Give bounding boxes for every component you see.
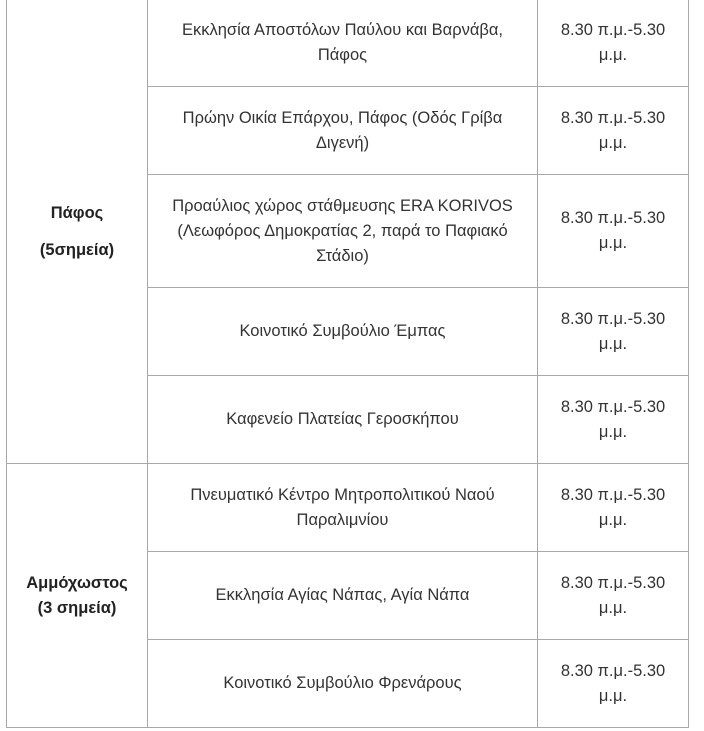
hours-cell: 8.30 π.μ.-5.30 μ.μ. (538, 376, 689, 464)
region-cell (7, 0, 148, 464)
hours-cell: 8.30 π.μ.-5.30 μ.μ. (538, 552, 689, 640)
hours-cell: 8.30 π.μ.-5.30 μ.μ. (538, 87, 689, 175)
place-cell: Πρώην Οικία Επάρχου, Πάφος (Οδός Γρίβα Διγενή) (148, 87, 538, 175)
region-name: Πάφος (50, 203, 104, 222)
region-count: (3 σημεία) (37, 598, 117, 617)
place-cell: Κοινοτικό Συμβούλιο Έμπας (148, 288, 538, 376)
place-cell: Προαύλιος χώρος στάθμευσης ERA KORIVOS (Λεωφόρος Δημοκρατίας 2, παρά το Παφιακό Στάδιο) (148, 175, 538, 288)
place-cell: Κοινοτικό Συμβούλιο Φρενάρους (148, 640, 538, 728)
table-row (7, 464, 689, 552)
place-cell: Εκκλησία Αγίας Νάπας, Αγία Νάπα (148, 552, 538, 640)
region-name: Αμμόχωστος (26, 573, 128, 592)
place-cell: Πνευματικό Κέντρο Μητροπολιτικού Ναού Παραλιμνίου (148, 464, 538, 552)
place-cell: Καφενείο Πλατείας Γεροσκήπου (148, 376, 538, 464)
hours-cell: 8.30 π.μ.-5.30 μ.μ. (538, 175, 689, 288)
region-cell (7, 464, 148, 728)
region-count: (5σημεία) (39, 240, 115, 259)
hours-cell: 8.30 π.μ.-5.30 μ.μ. (538, 640, 689, 728)
hours-cell: 8.30 π.μ.-5.30 μ.μ. (538, 464, 689, 552)
hours-cell: 8.30 π.μ.-5.30 μ.μ. (538, 0, 689, 87)
hours-cell: 8.30 π.μ.-5.30 μ.μ. (538, 288, 689, 376)
table-row (7, 0, 689, 87)
locations-table (6, 0, 689, 728)
place-cell: Εκκλησία Αποστόλων Παύλου και Βαρνάβα, Πάφος (148, 0, 538, 87)
